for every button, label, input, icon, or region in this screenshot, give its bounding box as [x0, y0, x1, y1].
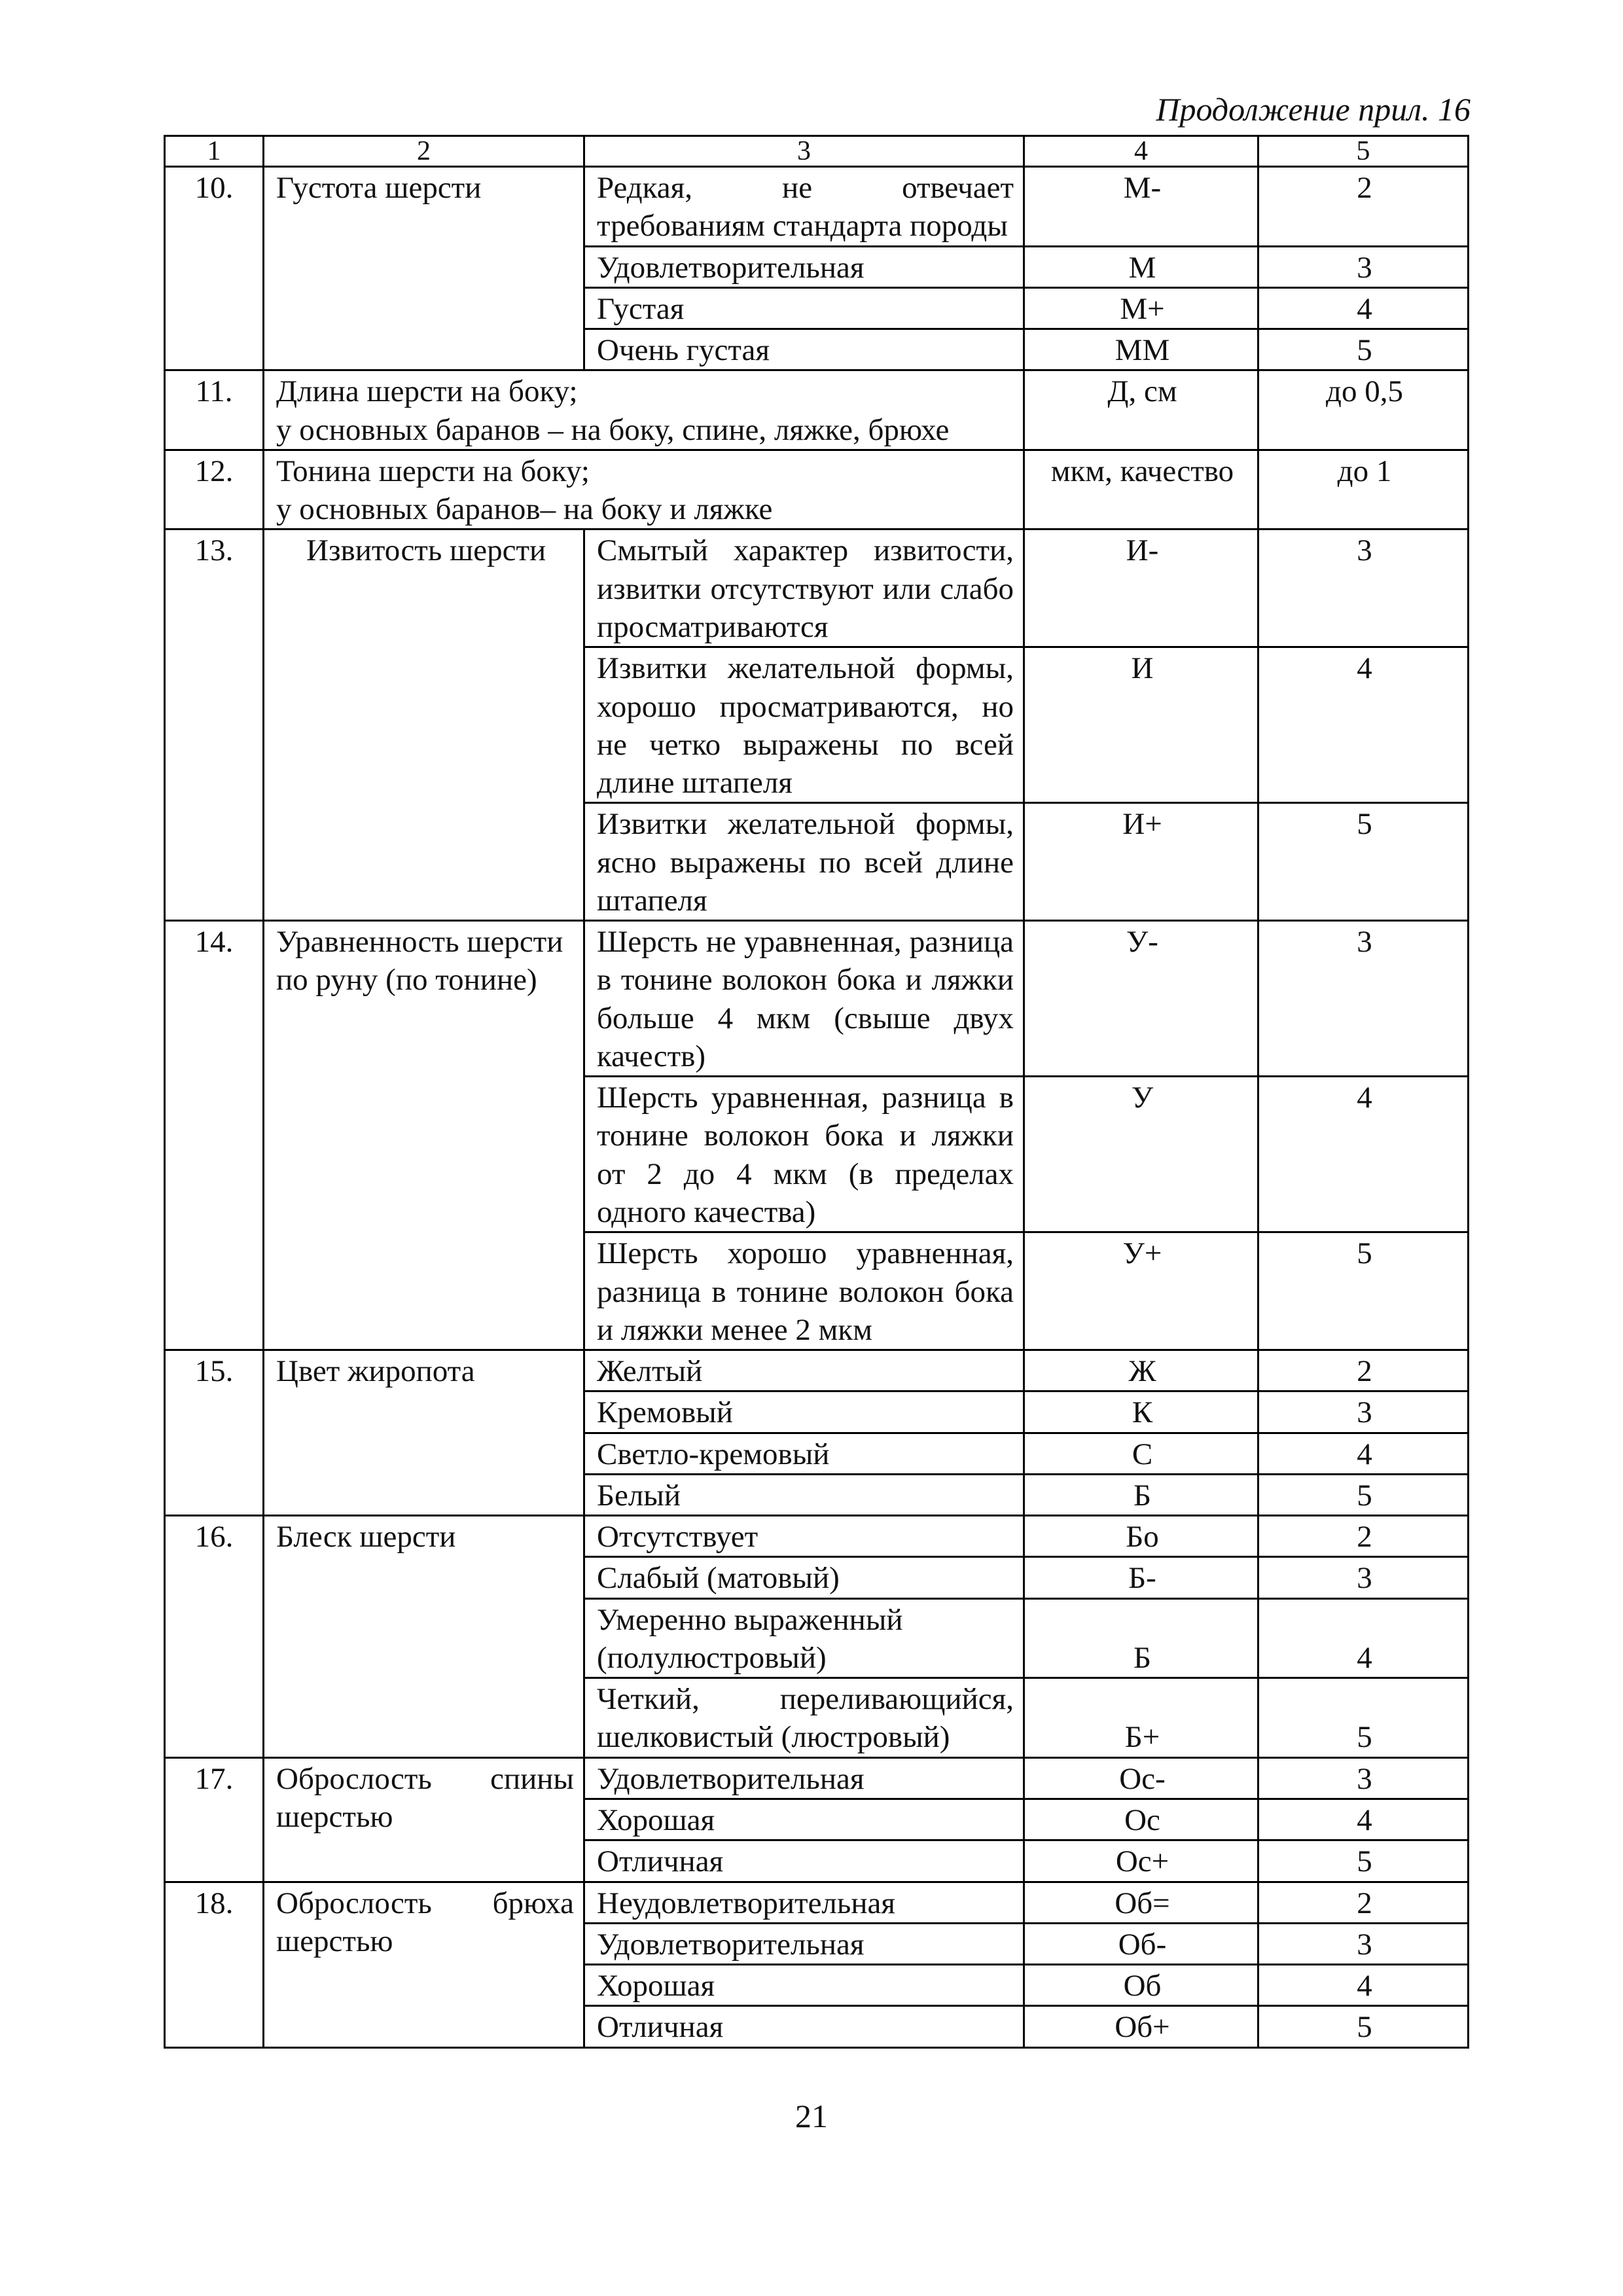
trait-name: Цвет жиропота — [264, 1350, 584, 1516]
grade-description: Редкая, не отвечает требованиям стандарта породы — [584, 167, 1024, 247]
grade-code: Бо — [1024, 1516, 1258, 1557]
trait-name — [264, 450, 1024, 529]
grade-score: 3 — [1258, 1391, 1469, 1433]
grade-score: 3 — [1258, 529, 1469, 647]
trait-name: Извитость шерсти — [264, 529, 584, 921]
table-row — [165, 370, 1469, 450]
grade-description: Шерсть не уравненная, разница в тонине волокон бока и ляжки больше 4 мкм (свыше двух качеств) — [584, 921, 1024, 1077]
grade-score: 4 — [1258, 1433, 1469, 1474]
grade-code: Об — [1024, 1965, 1258, 2006]
grade-code: Д, см — [1024, 370, 1258, 450]
grade-code: И — [1024, 647, 1258, 803]
row-number: 13. — [165, 529, 264, 921]
grade-description: Очень густая — [584, 329, 1024, 370]
grade-score: 5 — [1258, 1474, 1469, 1515]
grade-code: Об= — [1024, 1882, 1258, 1923]
grade-code: У+ — [1024, 1232, 1258, 1350]
grade-description: Удовлетворительная — [584, 1757, 1024, 1799]
grade-code: мкм, качество — [1024, 450, 1258, 529]
table-header-row — [165, 136, 1469, 167]
grade-code: С — [1024, 1433, 1258, 1474]
grade-code: Б — [1024, 1598, 1258, 1678]
row-number: 14. — [165, 921, 264, 1350]
grade-score: 4 — [1258, 647, 1469, 803]
grade-score: 2 — [1258, 1882, 1469, 1923]
grade-code: Б — [1024, 1474, 1258, 1515]
trait-line-2: у основных баранов – на боку, спине, ляжке, брюхе — [276, 412, 950, 447]
table-row — [165, 1757, 1469, 1799]
grade-code: М+ — [1024, 287, 1258, 329]
grade-description: Отличная — [584, 2006, 1024, 2047]
grade-code: И- — [1024, 529, 1258, 647]
trait-name: Блеск шерсти — [264, 1516, 584, 1758]
grade-description: Извитки желательной формы, хорошо просматриваются, но не четко выражены по всей длине штапеля — [584, 647, 1024, 803]
header-col-3: 3 — [584, 136, 1024, 167]
grade-description: Хорошая — [584, 1965, 1024, 2006]
table-row — [165, 450, 1469, 529]
header-col-2: 2 — [264, 136, 584, 167]
table-row — [165, 167, 1469, 247]
trait-name — [264, 370, 1024, 450]
row-number: 16. — [165, 1516, 264, 1758]
grade-score: 5 — [1258, 1232, 1469, 1350]
grade-description: Четкий, переливающийся, шелковистый (люстровый) — [584, 1678, 1024, 1758]
grade-code: У — [1024, 1077, 1258, 1232]
trait-name: Уравненность шерсти по руну (по тонине) — [264, 921, 584, 1350]
grade-description: Желтый — [584, 1350, 1024, 1391]
grade-description: Удовлетворительная — [584, 246, 1024, 287]
grade-description: Шерсть уравненная, разница в тонине волокон бока и ляжки от 2 до 4 мкм (в пределах одного качества) — [584, 1077, 1024, 1232]
characteristics-table — [164, 135, 1469, 2049]
grade-score: 3 — [1258, 1923, 1469, 1964]
row-number: 12. — [165, 450, 264, 529]
header-col-5: 5 — [1258, 136, 1469, 167]
grade-description: Белый — [584, 1474, 1024, 1515]
grade-score: 4 — [1258, 1077, 1469, 1232]
grade-score: 5 — [1258, 2006, 1469, 2047]
grade-score: 4 — [1258, 1799, 1469, 1840]
grade-description: Отсутствует — [584, 1516, 1024, 1557]
grade-description: Светло-кремовый — [584, 1433, 1024, 1474]
row-number: 10. — [165, 167, 264, 370]
grade-description: Отличная — [584, 1840, 1024, 1882]
page-number: 21 — [795, 2098, 828, 2134]
table-row — [165, 1350, 1469, 1391]
trait-line-2: у основных баранов– на боку и ляжке — [276, 492, 773, 527]
row-number: 18. — [165, 1882, 264, 2047]
header-col-4: 4 — [1024, 136, 1258, 167]
grade-description: Кремовый — [584, 1391, 1024, 1433]
grade-code: Ос — [1024, 1799, 1258, 1840]
grade-description: Извитки желательной формы, ясно выражены по всей длине штапеля — [584, 803, 1024, 921]
grade-description: Смытый характер извитости, извитки отсутствуют или слабо просматриваются — [584, 529, 1024, 647]
grade-score: 4 — [1258, 1965, 1469, 2006]
grade-code: М — [1024, 246, 1258, 287]
grade-code: Б- — [1024, 1557, 1258, 1598]
grade-score: 3 — [1258, 1757, 1469, 1799]
grade-code: К — [1024, 1391, 1258, 1433]
grade-score: 5 — [1258, 803, 1469, 921]
trait-name: Оброслость спины шерстью — [264, 1757, 584, 1882]
grade-code: Ж — [1024, 1350, 1258, 1391]
grade-description: Слабый (матовый) — [584, 1557, 1024, 1598]
grade-code: Б+ — [1024, 1678, 1258, 1758]
continuation-label: Продолжение прил. 16 — [1156, 91, 1471, 128]
table-row — [165, 921, 1469, 1077]
grade-score: 2 — [1258, 1516, 1469, 1557]
table-row — [165, 529, 1469, 647]
grade-score: 5 — [1258, 1678, 1469, 1758]
grade-description: Удовлетворительная — [584, 1923, 1024, 1964]
header-col-1: 1 — [165, 136, 264, 167]
grade-code: Об+ — [1024, 2006, 1258, 2047]
grade-code: Ос+ — [1024, 1840, 1258, 1882]
grade-score: до 0,5 — [1258, 370, 1469, 450]
grade-description: Умеренно выраженный (полулюстровый) — [584, 1598, 1024, 1678]
grade-description: Хорошая — [584, 1799, 1024, 1840]
trait-line-1: Длина шерсти на боку; — [276, 374, 578, 409]
trait-name: Оброслость брюха шерстью — [264, 1882, 584, 2047]
grade-description: Неудовлетворительная — [584, 1882, 1024, 1923]
trait-line-1: Тонина шерсти на боку; — [276, 454, 590, 488]
grade-code: Ос- — [1024, 1757, 1258, 1799]
row-number: 17. — [165, 1757, 264, 1882]
grade-score: 4 — [1258, 1598, 1469, 1678]
trait-name: Густота шерсти — [264, 167, 584, 370]
row-number: 11. — [165, 370, 264, 450]
grade-score: до 1 — [1258, 450, 1469, 529]
grade-score: 2 — [1258, 1350, 1469, 1391]
grade-code: И+ — [1024, 803, 1258, 921]
table-row — [165, 1882, 1469, 1923]
grade-score: 5 — [1258, 329, 1469, 370]
grade-score: 3 — [1258, 246, 1469, 287]
grade-score: 3 — [1258, 1557, 1469, 1598]
grade-score: 4 — [1258, 287, 1469, 329]
grade-score: 5 — [1258, 1840, 1469, 1882]
grade-description: Шерсть хорошо уравненная, разница в тонине волокон бока и ляжки менее 2 мкм — [584, 1232, 1024, 1350]
grade-code: У- — [1024, 921, 1258, 1077]
grade-description: Густая — [584, 287, 1024, 329]
grade-code: ММ — [1024, 329, 1258, 370]
grade-code: М- — [1024, 167, 1258, 247]
table-row — [165, 1516, 1469, 1557]
grade-code: Об- — [1024, 1923, 1258, 1964]
row-number: 15. — [165, 1350, 264, 1516]
grade-score: 3 — [1258, 921, 1469, 1077]
grade-score: 2 — [1258, 167, 1469, 247]
